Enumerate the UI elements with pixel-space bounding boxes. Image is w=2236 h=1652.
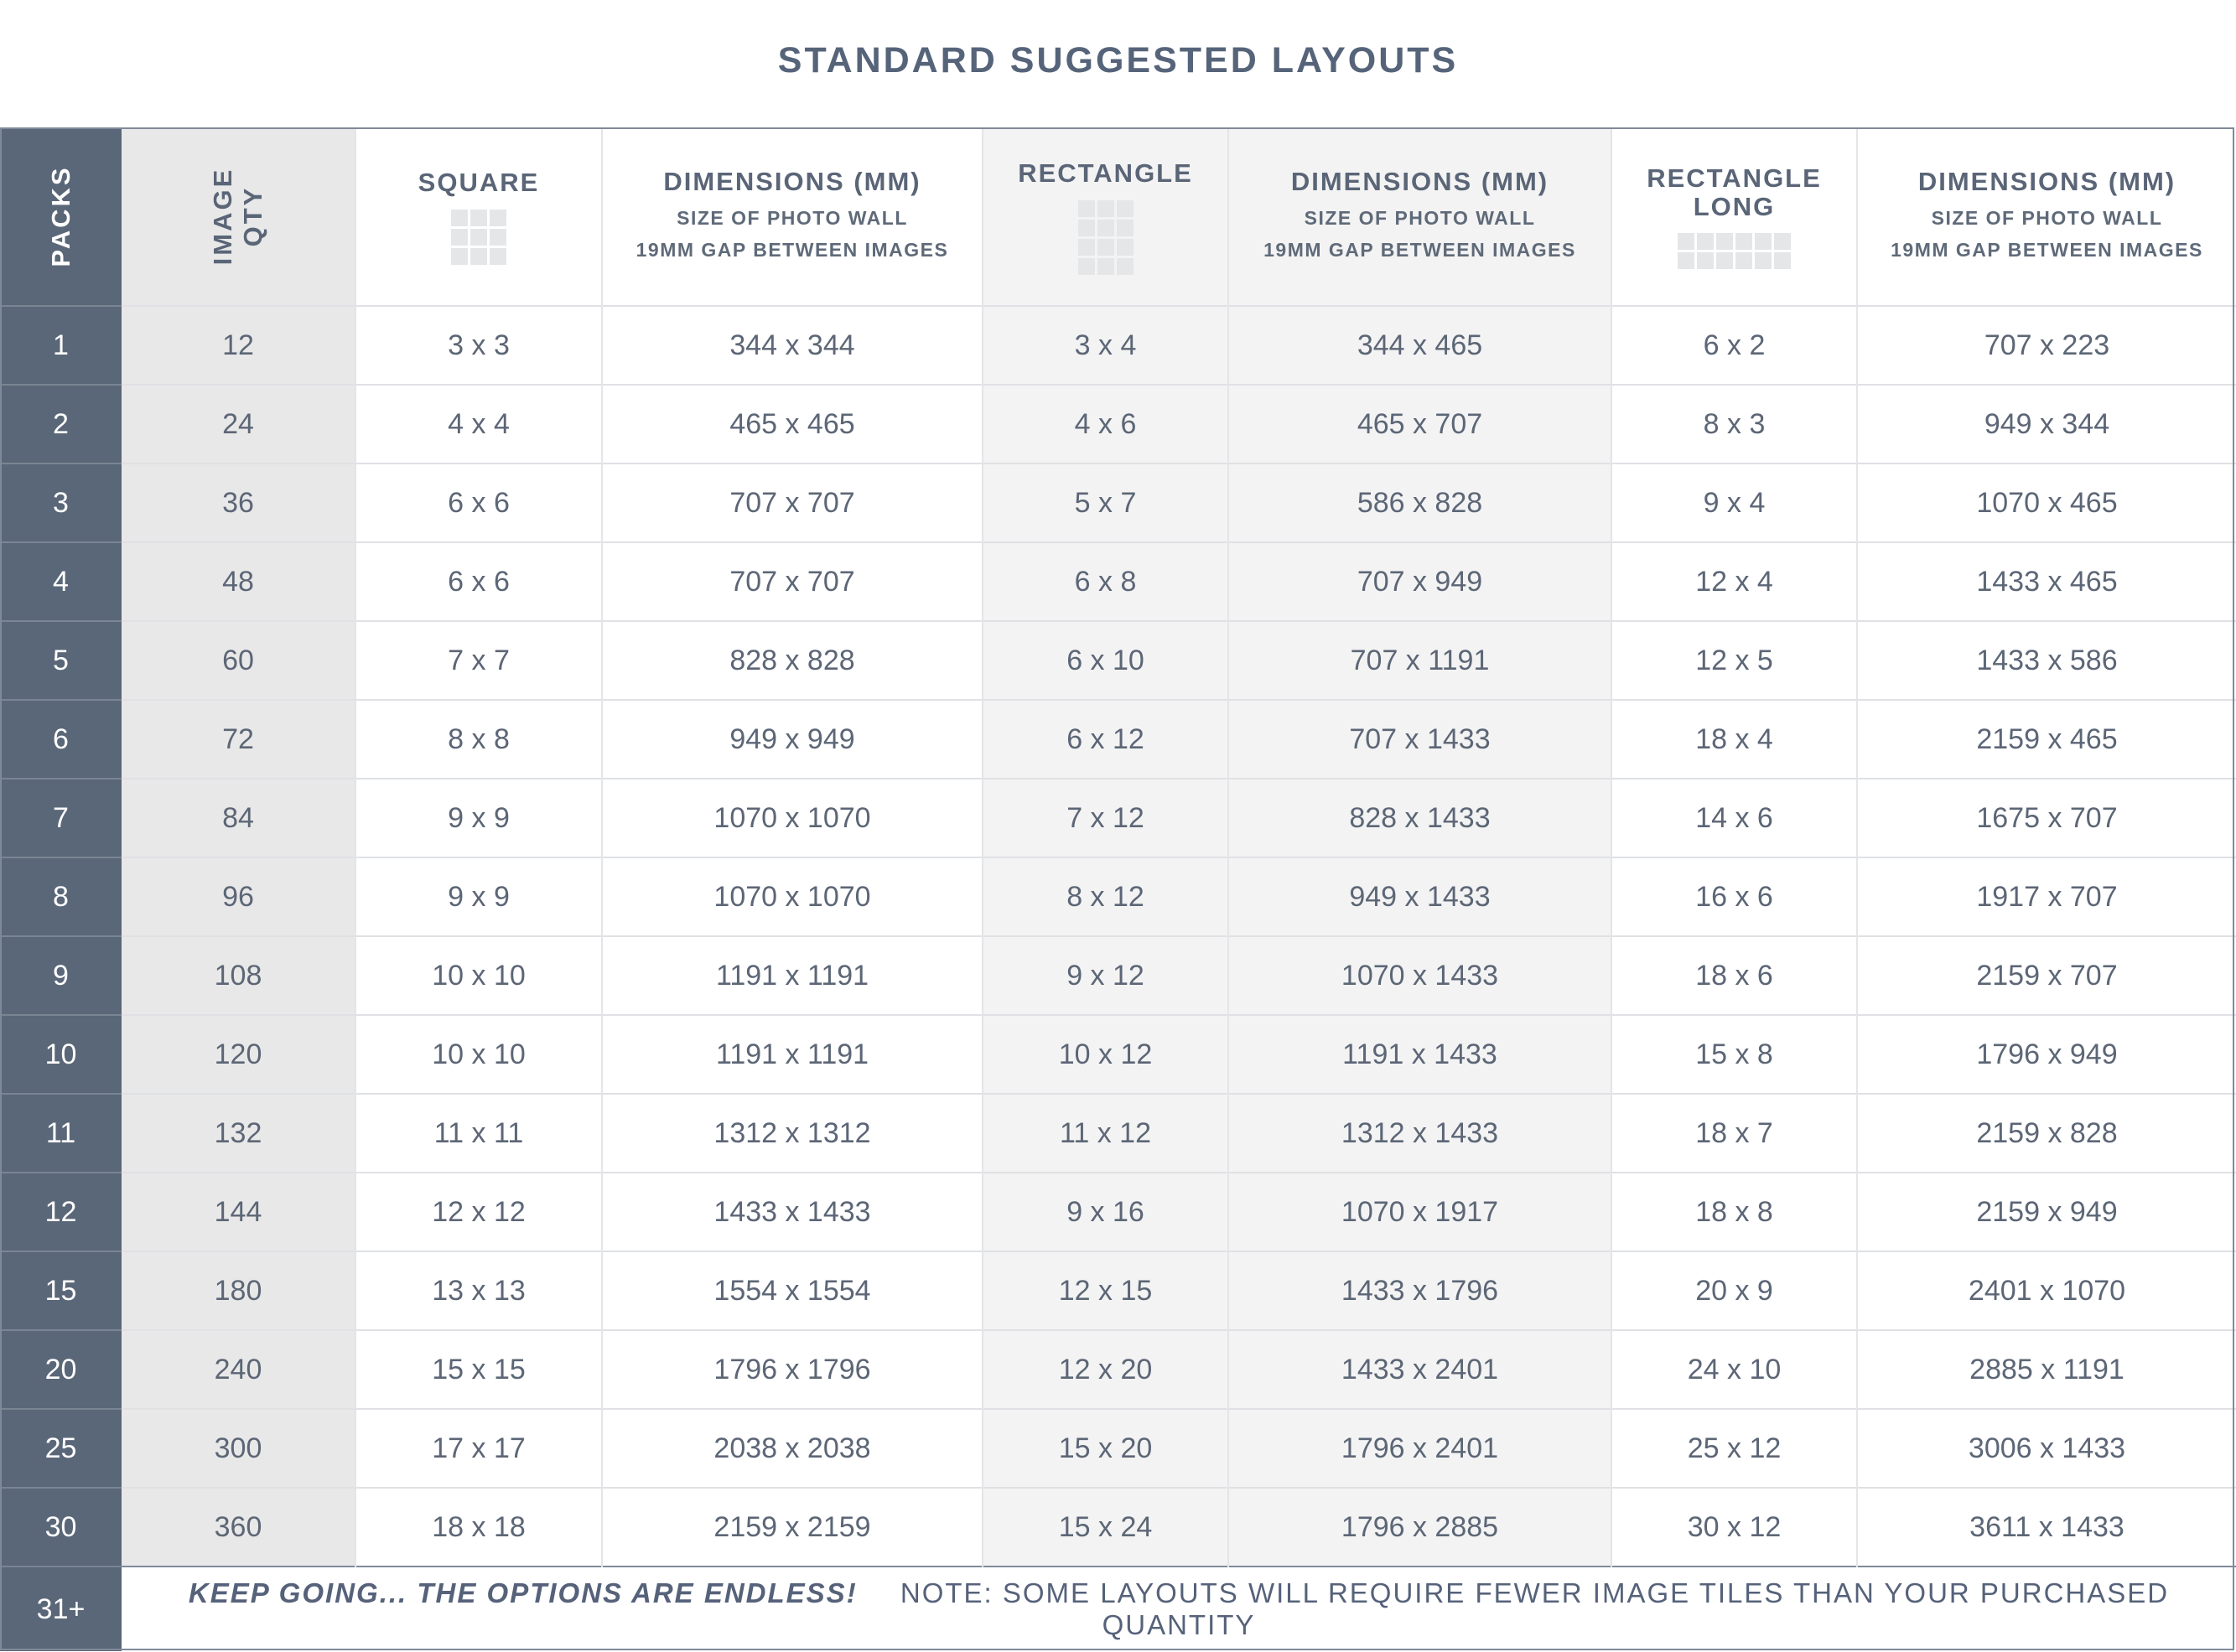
cell-packs-31-plus: 31+ [0,1567,122,1651]
cell-rect: 8 x 12 [983,857,1228,936]
cell-square: 17 x 17 [355,1409,602,1488]
cell-rect: 7 x 12 [983,779,1228,857]
cell-qty: 240 [122,1330,355,1409]
cell-long: 12 x 5 [1611,621,1857,700]
cell-square: 18 x 18 [355,1488,602,1567]
cell-rect-dim: 1312 x 1433 [1228,1094,1611,1173]
cell-square: 10 x 10 [355,1015,602,1094]
header-dim-sub2: 19MM GAP BETWEEN IMAGES [636,239,949,261]
cell-rect-dim: 707 x 1191 [1228,621,1611,700]
cell-long: 18 x 7 [1611,1094,1857,1173]
footer-note-text: NOTE: SOME LAYOUTS WILL REQUIRE FEWER IMAGE TILES THAN YOUR PURCHASED QUANTITY [900,1577,2170,1640]
cell-square-dim: 1312 x 1312 [602,1094,983,1173]
cell-rect: 12 x 15 [983,1251,1228,1330]
cell-square: 12 x 12 [355,1173,602,1251]
cell-packs: 11 [0,1094,122,1173]
cell-square: 6 x 6 [355,542,602,621]
cell-long: 24 x 10 [1611,1330,1857,1409]
cell-long-dim: 3006 x 1433 [1857,1409,2236,1488]
cell-packs: 8 [0,857,122,936]
cell-long-dim: 2159 x 828 [1857,1094,2236,1173]
cell-square-dim: 1070 x 1070 [602,779,983,857]
header-qty-line2: QTY [238,185,267,247]
cell-rect: 6 x 10 [983,621,1228,700]
cell-rect: 5 x 7 [983,463,1228,542]
header-dim-label: DIMENSIONS (MM) [1917,167,2176,196]
cell-long: 8 x 3 [1611,385,1857,463]
cell-square: 8 x 8 [355,700,602,779]
cell-square-dim: 828 x 828 [602,621,983,700]
cell-long: 30 x 12 [1611,1488,1857,1567]
header-packs-label: PACKS [45,165,75,267]
cell-square-dim: 1433 x 1433 [602,1173,983,1251]
cell-square-dim: 2159 x 2159 [602,1488,983,1567]
cell-square-dim: 465 x 465 [602,385,983,463]
footer-emphasis: KEEP GOING... THE OPTIONS ARE ENDLESS! [188,1577,858,1608]
cell-qty: 60 [122,621,355,700]
cell-long-dim: 2159 x 949 [1857,1173,2236,1251]
header-long-line2: LONG [1693,191,1776,221]
cell-long-dim: 1433 x 586 [1857,621,2236,700]
cell-packs: 4 [0,542,122,621]
cell-qty: 84 [122,779,355,857]
cell-long-dim: 2159 x 707 [1857,936,2236,1015]
cell-long-dim: 1070 x 465 [1857,463,2236,542]
cell-square: 7 x 7 [355,621,602,700]
cell-packs: 10 [0,1015,122,1094]
header-dim-label: DIMENSIONS (MM) [663,167,921,196]
table-frame [0,127,2234,1650]
cell-rect: 12 x 20 [983,1330,1228,1409]
cell-rect-dim: 1070 x 1433 [1228,936,1611,1015]
cell-rect-dim: 949 x 1433 [1228,857,1611,936]
cell-rect-dim: 828 x 1433 [1228,779,1611,857]
cell-square-dim: 1554 x 1554 [602,1251,983,1330]
cell-square-dim: 1191 x 1191 [602,1015,983,1094]
cell-long: 18 x 6 [1611,936,1857,1015]
cell-square-dim: 1070 x 1070 [602,857,983,936]
header-dim-sub1: SIZE OF PHOTO WALL [1931,207,2163,229]
cell-rect: 3 x 4 [983,306,1228,385]
cell-packs: 3 [0,463,122,542]
cell-packs: 2 [0,385,122,463]
page-title: STANDARD SUGGESTED LAYOUTS [777,40,1459,80]
header-square-label: SQUARE [418,168,540,197]
cell-rect: 6 x 12 [983,700,1228,779]
cell-qty: 36 [122,463,355,542]
cell-rect: 6 x 8 [983,542,1228,621]
cell-square-dim: 707 x 707 [602,463,983,542]
cell-long: 6 x 2 [1611,306,1857,385]
cell-rect-dim: 586 x 828 [1228,463,1611,542]
cell-rect: 4 x 6 [983,385,1228,463]
header-dim-sub2: 19MM GAP BETWEEN IMAGES [1891,239,2203,261]
cell-rect-dim: 1070 x 1917 [1228,1173,1611,1251]
cell-long: 18 x 8 [1611,1173,1857,1251]
cell-square: 3 x 3 [355,306,602,385]
cell-rect-dim: 1796 x 2401 [1228,1409,1611,1488]
cell-packs: 1 [0,306,122,385]
cell-square-dim: 1796 x 1796 [602,1330,983,1409]
cell-qty: 48 [122,542,355,621]
header-long-line1: RECTANGLE [1647,163,1822,193]
cell-qty: 108 [122,936,355,1015]
cell-long: 20 x 9 [1611,1251,1857,1330]
cell-packs: 9 [0,936,122,1015]
cell-long: 15 x 8 [1611,1015,1857,1094]
cell-packs: 6 [0,700,122,779]
cell-packs: 25 [0,1409,122,1488]
cell-long-dim: 1917 x 707 [1857,857,2236,936]
cell-long-dim: 707 x 223 [1857,306,2236,385]
cell-square-dim: 949 x 949 [602,700,983,779]
cell-long: 25 x 12 [1611,1409,1857,1488]
cell-long-dim: 1433 x 465 [1857,542,2236,621]
cell-square: 11 x 11 [355,1094,602,1173]
cell-qty: 120 [122,1015,355,1094]
cell-rect: 15 x 20 [983,1409,1228,1488]
cell-rect: 9 x 12 [983,936,1228,1015]
cell-long-dim: 949 x 344 [1857,385,2236,463]
cell-qty: 144 [122,1173,355,1251]
cell-long: 12 x 4 [1611,542,1857,621]
cell-square: 6 x 6 [355,463,602,542]
cell-long-dim: 2401 x 1070 [1857,1251,2236,1330]
cell-square-dim: 1191 x 1191 [602,936,983,1015]
cell-rect-dim: 1433 x 1796 [1228,1251,1611,1330]
cell-rect-dim: 465 x 707 [1228,385,1611,463]
cell-square: 4 x 4 [355,385,602,463]
cell-long: 9 x 4 [1611,463,1857,542]
cell-packs: 20 [0,1330,122,1409]
cell-rect-dim: 707 x 1433 [1228,700,1611,779]
cell-long: 14 x 6 [1611,779,1857,857]
cell-square-dim: 2038 x 2038 [602,1409,983,1488]
cell-rect: 15 x 24 [983,1488,1228,1567]
cell-long-dim: 2885 x 1191 [1857,1330,2236,1409]
cell-rect: 11 x 12 [983,1094,1228,1173]
cell-long-dim: 1796 x 949 [1857,1015,2236,1094]
cell-rect-dim: 344 x 465 [1228,306,1611,385]
cell-rect-dim: 1433 x 2401 [1228,1330,1611,1409]
cell-long-dim: 3611 x 1433 [1857,1488,2236,1567]
cell-square: 9 x 9 [355,779,602,857]
cell-packs: 30 [0,1488,122,1567]
cell-qty: 72 [122,700,355,779]
header-dim-label: DIMENSIONS (MM) [1290,167,1549,196]
cell-qty: 300 [122,1409,355,1488]
header-rectangle-label: RECTANGLE [1018,158,1193,188]
cell-packs: 7 [0,779,122,857]
cell-long: 18 x 4 [1611,700,1857,779]
cell-packs: 15 [0,1251,122,1330]
cell-qty: 12 [122,306,355,385]
cell-square: 13 x 13 [355,1251,602,1330]
cell-long: 16 x 6 [1611,857,1857,936]
cell-packs: 12 [0,1173,122,1251]
header-qty-line1: IMAGE [208,167,237,266]
cell-packs: 5 [0,621,122,700]
header-dim-sub1: SIZE OF PHOTO WALL [1304,207,1536,229]
cell-long-dim: 1675 x 707 [1857,779,2236,857]
cell-square-dim: 344 x 344 [602,306,983,385]
cell-rect-dim: 1796 x 2885 [1228,1488,1611,1567]
cell-square: 15 x 15 [355,1330,602,1409]
cell-square: 9 x 9 [355,857,602,936]
header-dim-sub1: SIZE OF PHOTO WALL [677,207,908,229]
cell-rect: 9 x 16 [983,1173,1228,1251]
cell-qty: 180 [122,1251,355,1330]
cell-qty: 96 [122,857,355,936]
cell-rect-dim: 707 x 949 [1228,542,1611,621]
cell-rect-dim: 1191 x 1433 [1228,1015,1611,1094]
cell-square-dim: 707 x 707 [602,542,983,621]
cell-rect: 10 x 12 [983,1015,1228,1094]
header-dim-sub2: 19MM GAP BETWEEN IMAGES [1263,239,1576,261]
cell-qty: 360 [122,1488,355,1567]
cell-square: 10 x 10 [355,936,602,1015]
cell-long-dim: 2159 x 465 [1857,700,2236,779]
cell-qty: 132 [122,1094,355,1173]
cell-qty: 24 [122,385,355,463]
